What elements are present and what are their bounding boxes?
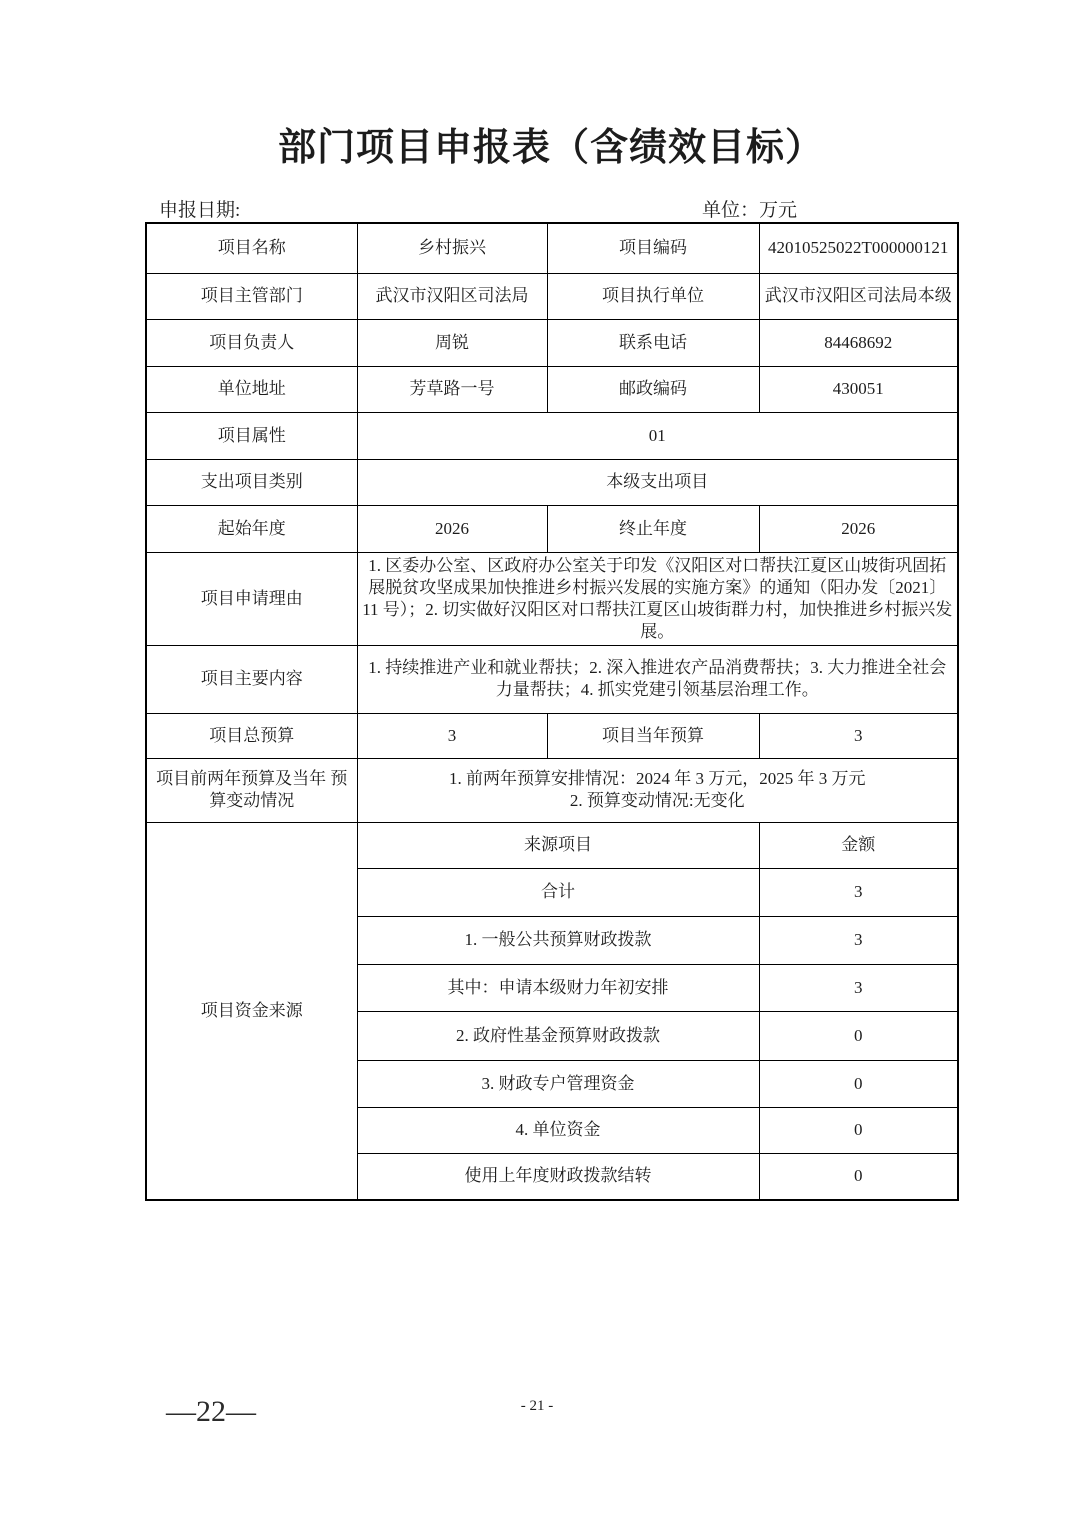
table-row-budget xyxy=(146,713,958,758)
label-main-content: 项目主要内容 xyxy=(146,645,357,713)
funding-amount-unit-fund: 0 xyxy=(759,1107,958,1153)
value-start-year: 2026 xyxy=(357,505,547,552)
value-executor-unit: 武汉市汉阳区司法局本级 xyxy=(759,273,958,319)
value-current-year-budget: 3 xyxy=(759,713,958,758)
value-project-name: 乡村振兴 xyxy=(357,223,547,273)
value-address: 芳草路一号 xyxy=(357,366,547,412)
funding-amount-special-account: 0 xyxy=(759,1060,958,1107)
funding-amount-local-arrangement: 3 xyxy=(759,964,958,1011)
project-application-table xyxy=(145,222,959,1201)
table-row-years xyxy=(146,505,958,552)
page-title: 部门项目申报表（含绩效目标） xyxy=(277,127,824,169)
table-row-project-name xyxy=(146,223,958,273)
label-executor-unit: 项目执行单位 xyxy=(547,273,759,319)
label-phone: 联系电话 xyxy=(547,319,759,366)
funding-source-total: 合计 xyxy=(357,868,759,916)
table-row-funding-header xyxy=(146,822,958,868)
label-project-name: 项目名称 xyxy=(146,223,357,273)
label-project-code: 项目编码 xyxy=(547,223,759,273)
page-number-left: —22— xyxy=(166,1395,256,1428)
label-supervisor-dept: 项目主管部门 xyxy=(146,273,357,319)
label-project-manager: 项目负责人 xyxy=(146,319,357,366)
label-current-year-budget: 项目当年预算 xyxy=(547,713,759,758)
label-start-year: 起始年度 xyxy=(146,505,357,552)
prior-budget-line-1: 1. 前两年预算安排情况：2024 年 3 万元，2025 年 3 万元 xyxy=(449,769,866,788)
value-phone: 84468692 xyxy=(759,319,958,366)
table-row-category xyxy=(146,459,958,505)
meta-row xyxy=(145,195,957,221)
label-end-year: 终止年度 xyxy=(547,505,759,552)
value-main-content: 1. 持续推进产业和就业帮扶；2. 深入推进农产品消费帮扶；3. 大力推进全社会力量帮扶；4. 抓实党建引领基层治理工作。 xyxy=(357,645,958,713)
label-application-reason: 项目申请理由 xyxy=(146,552,357,645)
value-application-reason: 1. 区委办公室、区政府办公室关于印发《汉阳区对口帮扶江夏区山坡街巩固拓展脱贫攻坚成果加快推进乡村振兴发展的实施方案》的通知（阳办发〔2021〕11 号）；2. 切实做好汉阳区对口帮扶江夏区山坡街群力村，加快推进乡村振兴发展。 xyxy=(357,552,958,645)
value-project-code: 42010525022T000000121 xyxy=(759,223,958,273)
label-address: 单位地址 xyxy=(146,366,357,412)
funding-source-gov-fund: 2. 政府性基金预算财政拨款 xyxy=(357,1011,759,1060)
funding-source-unit-fund: 4. 单位资金 xyxy=(357,1107,759,1153)
table-row-reason xyxy=(146,552,958,645)
prior-budget-line-2: 2. 预算变动情况:无变化 xyxy=(569,791,745,810)
value-supervisor-dept: 武汉市汉阳区司法局 xyxy=(357,273,547,319)
label-prior-budget: 项目前两年预算及当年 预算变动情况 xyxy=(146,758,357,822)
table-row-main-content xyxy=(146,645,958,713)
funding-amount-gov-fund: 0 xyxy=(759,1011,958,1060)
label-funding-source: 项目资金来源 xyxy=(146,822,357,1200)
funding-source-header: 来源项目 xyxy=(357,822,759,868)
report-date-label: 申报日期: xyxy=(159,200,241,221)
funding-source-special-account: 3. 财政专户管理资金 xyxy=(357,1060,759,1107)
label-project-attribute: 项目属性 xyxy=(146,412,357,459)
funding-amount-carryover: 0 xyxy=(759,1153,958,1200)
label-expense-category: 支出项目类别 xyxy=(146,459,357,505)
page-number-center: - 21 - xyxy=(520,1398,554,1414)
funding-amount-header: 金额 xyxy=(759,822,958,868)
value-project-manager: 周锐 xyxy=(357,319,547,366)
value-prior-budget xyxy=(357,758,958,822)
table-row-attribute xyxy=(146,412,958,459)
funding-amount-total: 3 xyxy=(759,868,958,916)
value-expense-category: 本级支出项目 xyxy=(357,459,958,505)
table-row-manager xyxy=(146,319,958,366)
label-total-budget: 项目总预算 xyxy=(146,713,357,758)
table-row-prior-budget xyxy=(146,758,958,822)
funding-source-carryover: 使用上年度财政拨款结转 xyxy=(357,1153,759,1200)
table-row-address xyxy=(146,366,958,412)
table-row-departments xyxy=(146,273,958,319)
unit-label: 单位：万元 xyxy=(702,200,798,221)
funding-source-general-budget: 1. 一般公共预算财政拨款 xyxy=(357,916,759,964)
funding-amount-general-budget: 3 xyxy=(759,916,958,964)
funding-source-local-arrangement: 其中：申请本级财力年初安排 xyxy=(357,964,759,1011)
value-project-attribute: 01 xyxy=(357,412,958,459)
value-postcode: 430051 xyxy=(759,366,958,412)
value-end-year: 2026 xyxy=(759,505,958,552)
value-total-budget: 3 xyxy=(357,713,547,758)
label-postcode: 邮政编码 xyxy=(547,366,759,412)
